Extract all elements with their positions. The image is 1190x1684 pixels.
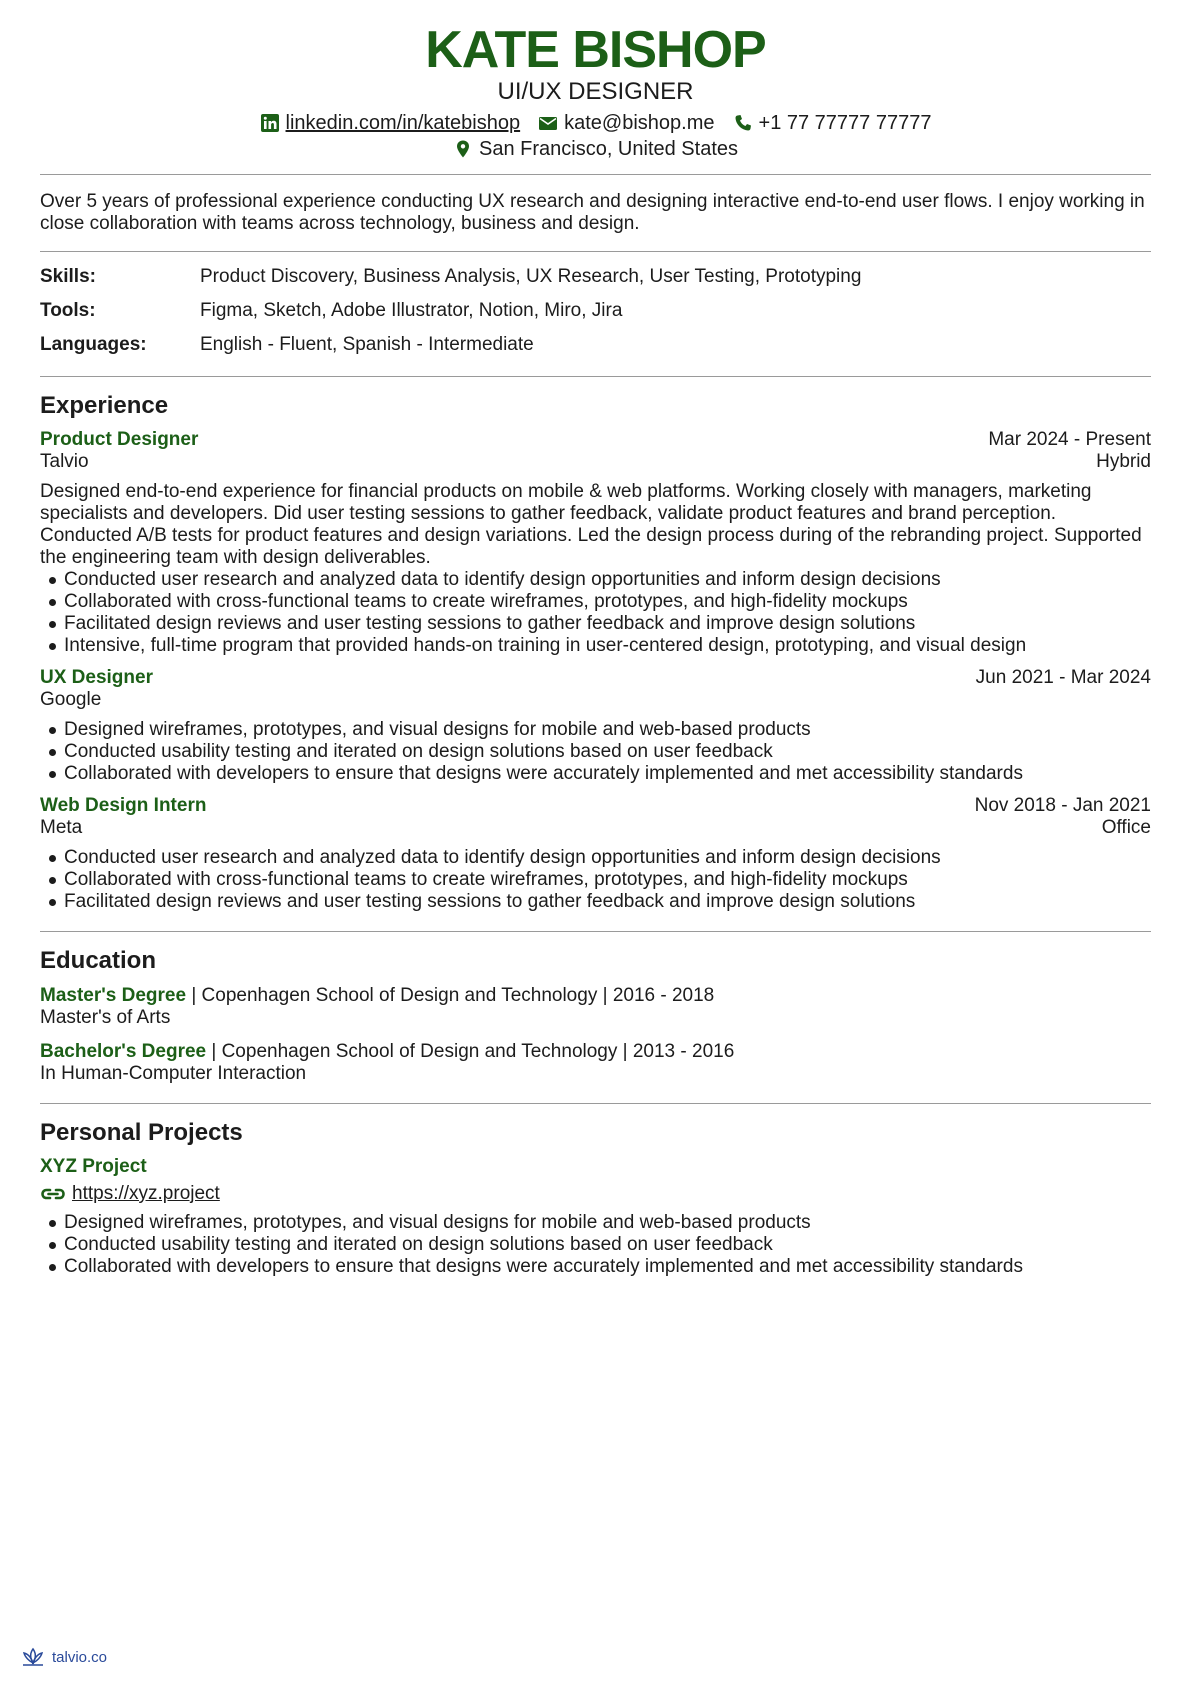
- location-contact: [453, 136, 738, 162]
- job-company: Meta: [40, 817, 83, 838]
- job-entry: [40, 667, 1151, 785]
- languages-value: English - Fluent, Spanish - Intermediate: [200, 334, 534, 355]
- lotus-icon: [20, 1646, 46, 1668]
- job-title: Product Designer: [40, 429, 199, 450]
- project-link-row[interactable]: [40, 1182, 1151, 1206]
- list-item: Collaborated with developers to ensure that designs were accurately implemented and met accessibility standards: [40, 1256, 1151, 1278]
- candidate-name: KATE BISHOP: [425, 21, 766, 79]
- job-company: Talvio: [40, 451, 89, 472]
- skills-block: [40, 266, 1151, 356]
- link-icon: [40, 1184, 66, 1204]
- degree-details: | Copenhagen School of Design and Technology | 2016 - 2018: [186, 985, 715, 1006]
- skills-value: Product Discovery, Business Analysis, UX Research, User Testing, Prototyping: [200, 266, 862, 287]
- project-name: XYZ Project: [40, 1156, 147, 1177]
- degree-subtitle: In Human-Computer Interaction: [40, 1063, 307, 1084]
- divider: [40, 1103, 1151, 1104]
- list-item: Conducted user research and analyzed data to identify design opportunities and inform design decisions: [40, 569, 1151, 591]
- project-entry: [40, 1156, 1151, 1278]
- divider: [40, 376, 1151, 377]
- summary: Over 5 years of professional experience conducting UX research and designing interactive end-to-end user flows. I enjoy working in close collaboration with teams across technology, business and design.: [40, 191, 1145, 234]
- job-entry: [40, 795, 1151, 913]
- tools-row: [40, 300, 1151, 322]
- job-subheader: [40, 451, 1151, 473]
- list-item: Collaborated with cross-functional teams to create wireframes, prototypes, and high-fidelity mockups: [40, 591, 1151, 613]
- job-title: Web Design Intern: [40, 795, 207, 816]
- map-pin-icon: [453, 139, 473, 159]
- location-text: San Francisco, United States: [478, 138, 738, 160]
- degree-subtitle: Master's of Arts: [40, 1007, 171, 1028]
- job-description: Designed end-to-end experience for financial products on mobile & web platforms. Working closely with managers, marketing specialists and developers. Did user testing sessions to gather feedback, validate product features and brand perception. Conducted A/B tests for product features and design variations. Led the design process during of the rebranding project. Supported the engineering team with design deliverables.: [40, 481, 1142, 568]
- education-heading: Education: [40, 947, 157, 974]
- job-bullets: [40, 719, 1151, 785]
- list-item: Facilitated design reviews and user testing sessions to gather feedback and improve design solutions: [40, 891, 1151, 913]
- degree-details: | Copenhagen School of Design and Technology | 2013 - 2016: [206, 1041, 735, 1062]
- education-line: [40, 1041, 1151, 1063]
- project-bullets: [40, 1212, 1151, 1278]
- linkedin-icon: [260, 113, 280, 133]
- job-location: Office: [1101, 817, 1151, 838]
- job-dates: Mar 2024 - Present: [988, 429, 1151, 450]
- degree-name: Bachelor's Degree: [40, 1041, 207, 1062]
- education-line: [40, 985, 1151, 1007]
- job-dates: Nov 2018 - Jan 2021: [974, 795, 1151, 816]
- skills-row: [40, 266, 1151, 288]
- job-header: [40, 795, 1151, 817]
- job-title: UX Designer: [40, 667, 153, 688]
- job-dates: Jun 2021 - Mar 2024: [975, 667, 1151, 688]
- languages-row: [40, 334, 1151, 356]
- job-subheader: [40, 689, 1151, 711]
- linkedin-contact[interactable]: [260, 110, 521, 136]
- divider: [40, 174, 1151, 175]
- email-text[interactable]: kate@bishop.me: [564, 112, 715, 134]
- skills-label: Skills:: [40, 266, 96, 287]
- email-contact[interactable]: [538, 110, 714, 136]
- list-item: Collaborated with cross-functional teams to create wireframes, prototypes, and high-fidelity mockups: [40, 869, 1151, 891]
- job-entry: [40, 429, 1151, 657]
- tools-value: Figma, Sketch, Adobe Illustrator, Notion, Miro, Jira: [200, 300, 623, 321]
- list-item: Facilitated design reviews and user testing sessions to gather feedback and improve design solutions: [40, 613, 1151, 635]
- education-entry: [40, 985, 1151, 1029]
- experience-heading: Experience: [40, 392, 169, 419]
- project-url[interactable]: https://xyz.project: [72, 1183, 220, 1204]
- phone-contact[interactable]: [733, 110, 932, 136]
- job-location: Hybrid: [1096, 451, 1151, 472]
- education-entry: [40, 1041, 1151, 1085]
- job-header: [40, 429, 1151, 451]
- candidate-role: UI/UX DESIGNER: [497, 78, 694, 105]
- projects-heading: Personal Projects: [40, 1119, 243, 1146]
- linkedin-link[interactable]: linkedin.com/in/katebishop: [285, 112, 521, 134]
- list-item: Conducted usability testing and iterated on design solutions based on user feedback: [40, 741, 1151, 763]
- list-item: Conducted user research and analyzed data to identify design opportunities and inform design decisions: [40, 847, 1151, 869]
- phone-text[interactable]: +1 77 77777 77777: [758, 112, 932, 134]
- divider: [40, 931, 1151, 932]
- list-item: Intensive, full-time program that provided hands-on training in user-centered design, prototyping, and visual design: [40, 635, 1151, 657]
- envelope-icon: [538, 113, 558, 133]
- job-subheader: [40, 817, 1151, 839]
- contact-row: [40, 110, 1151, 136]
- divider: [40, 251, 1151, 252]
- resume-page: [40, 0, 1151, 1278]
- location-row: [40, 136, 1151, 162]
- job-company: Google: [40, 689, 102, 710]
- footer-brand[interactable]: [20, 1646, 107, 1668]
- tools-label: Tools:: [40, 300, 96, 321]
- list-item: Conducted usability testing and iterated on design solutions based on user feedback: [40, 1234, 1151, 1256]
- degree-name: Master's Degree: [40, 985, 187, 1006]
- job-bullets: [40, 569, 1151, 657]
- languages-label: Languages:: [40, 334, 147, 355]
- list-item: Designed wireframes, prototypes, and visual designs for mobile and web-based products: [40, 719, 1151, 741]
- list-item: Collaborated with developers to ensure that designs were accurately implemented and met accessibility standards: [40, 763, 1151, 785]
- job-header: [40, 667, 1151, 689]
- job-bullets: [40, 847, 1151, 913]
- footer-text[interactable]: talvio.co: [52, 1648, 108, 1666]
- list-item: Designed wireframes, prototypes, and visual designs for mobile and web-based products: [40, 1212, 1151, 1234]
- phone-icon: [733, 113, 753, 133]
